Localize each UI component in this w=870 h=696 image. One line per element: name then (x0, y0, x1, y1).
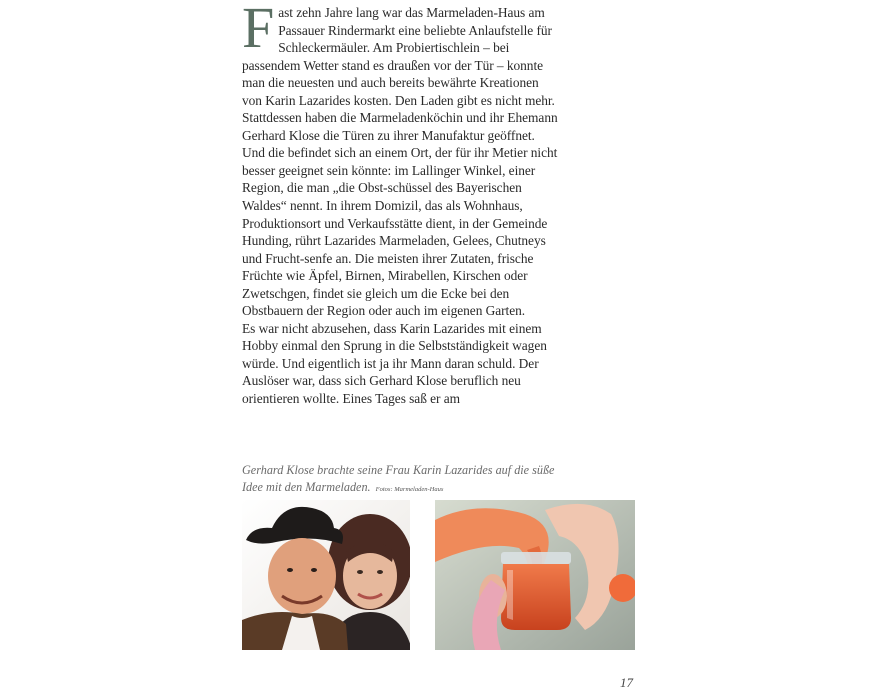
couple-photo (242, 500, 410, 650)
caption-text: Gerhard Klose brachte seine Frau Karin Lazarides auf die süße Idee mit den Marmeladen. (242, 463, 555, 494)
couple-photo-image (242, 500, 410, 650)
jam-jar-photo-image (435, 500, 635, 650)
jam-jar-photo (435, 500, 635, 650)
article-paragraph-2: Es war nicht abzusehen, dass Karin Lazarides mit einem Hobby einmal den Sprung in die Selbstständigkeit wagen würde. Und eigentlich ist ja ihr Mann daran schuld. Der Auslöser war, dass sich Gerhard Klose beruflich neu orientieren wollte. Eines Tages saß er am (242, 320, 547, 407)
photo-caption (242, 462, 572, 498)
drop-cap: F (242, 0, 275, 60)
article-body (242, 0, 560, 408)
page-number: 17 (620, 675, 633, 690)
article-paragraph-1 (242, 0, 560, 320)
paragraph-1-text: ast zehn Jahre lang war das Marmeladen-Haus am Passauer Rindermarkt eine beliebte Anlaufstelle für Schleckermäuler. Am Probiertischlein – bei passendem Wetter stand es draußen vor der Tür – konnte man die neuesten und auch bereits bewährte Kreationen von Karin Lazarides kosten. Den Laden gibt es nicht mehr. Stattdessen haben die Marmeladenköchin und ihr Ehemann Gerhard Klose die Türen zu ihrer Manufaktur geöffnet. Und die befindet sich an einem Ort, der für ihr Metier nicht besser geeignet sein könnte: im Lallinger Winkel, einer Region, die man „die Obst-schüssel des Bayerischen Waldes“ nennt. In ihrem Domizil, das als Wohnhaus, Produktionsort und Verkaufsstätte dient, in der Gemeinde Hunding, rührt Lazarides Marmeladen, Gelees, Chutneys und Frucht-senfe an. Die meisten ihrer Zutaten, frische Früchte wie Äpfel, Birnen, Mirabellen, Kirschen oder Zwetschgen, findet sie gleich um die Ecke bei den Obstbauern der Region oder auch im eigenen Garten. (242, 5, 558, 319)
photo-credit: Fotos: Marmeladen-Haus (375, 485, 444, 493)
